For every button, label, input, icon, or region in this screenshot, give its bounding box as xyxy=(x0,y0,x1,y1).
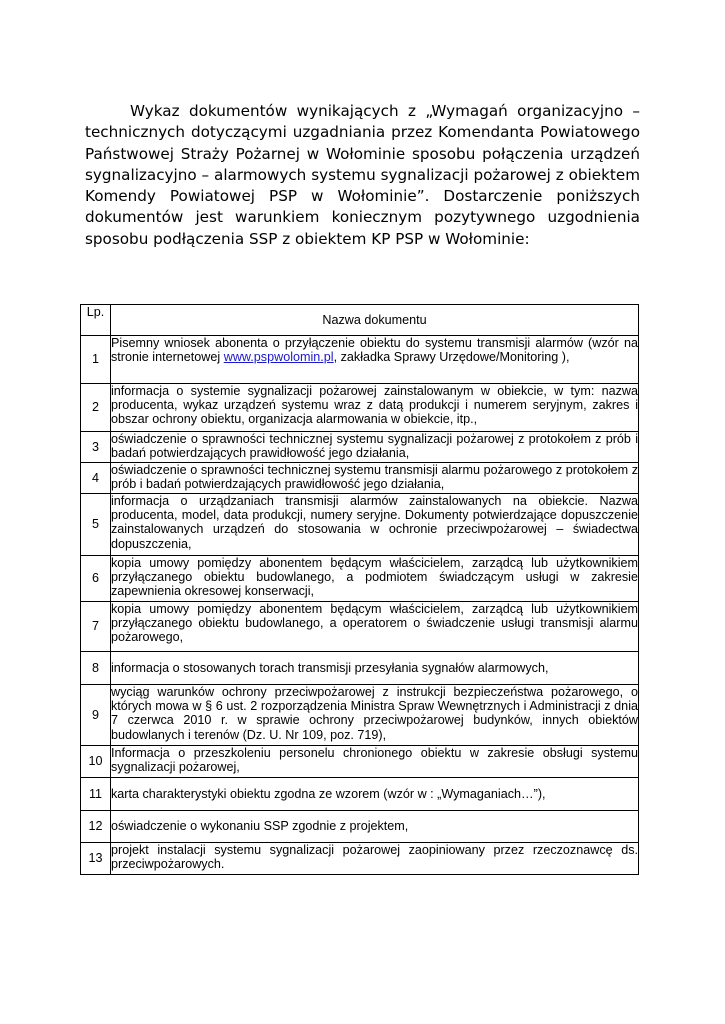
row-document-name: Informacja o przeszkoleniu personelu chronionego obiektu w zakresie obsługi systemu sygnalizacji pożarowej, xyxy=(111,746,639,778)
row-number: 13 xyxy=(81,843,111,875)
row-number: 5 xyxy=(81,494,111,556)
row-number: 1 xyxy=(81,336,111,384)
row-document-name: kopia umowy pomiędzy abonentem będącym właścicielem, zarządcą lub użytkownikiem przyłączanego obiektu budowlanego, a operatorem o świadczenie usługi transmisji alarmu pożarowego, xyxy=(111,602,639,652)
table-row xyxy=(81,463,639,494)
table-row xyxy=(81,746,639,778)
row-number: 9 xyxy=(81,685,111,746)
row-document-name: oświadczenie o sprawności technicznej systemu transmisji alarmu pożarowego z protokołem z prób i badań potwierdzających prawidłowość jego działania, xyxy=(111,463,639,494)
table-row xyxy=(81,384,639,432)
table-row xyxy=(81,778,639,811)
table-row xyxy=(81,652,639,685)
row-number: 12 xyxy=(81,811,111,843)
row-document-name: wyciąg warunków ochrony przeciwpożarowej z instrukcji bezpieczeństwa pożarowego, o których mowa w § 6 ust. 2 rozporządzenia Ministra Spraw Wewnętrznych i Administracji z dnia 7 czerwca 2010 r. w sprawie ochrony przeciwpożarowej budynków, innych obiektów budowlanych i terenów (Dz. U. Nr 109, poz. 719), xyxy=(111,685,639,746)
row-document-name: karta charakterystyki obiektu zgodna ze wzorem (wzór w : „Wymaganiach…”), xyxy=(111,778,639,811)
intro-paragraph: Wykaz dokumentów wynikających z „Wymagań organizacyjno – technicznych dotyczącymi uzgadniania przez Komendanta Powiatowego Państwowej Straży Pożarnej w Wołominie sposobu połączenia urządzeń sygnalizacyjno – alarmowych systemu sygnalizacji pożarowej z obiektem Komendy Powiatowej PSP w Wołominie”. Dostarczenie poniższych dokumentów jest warunkiem koniecznym pozytywnego uzgodnienia sposobu podłączenia SSP z obiektem KP PSP w Wołominie: xyxy=(85,102,640,248)
table-row xyxy=(81,602,639,652)
row-number: 11 xyxy=(81,778,111,811)
row-number: 3 xyxy=(81,432,111,463)
table-row xyxy=(81,432,639,463)
row-document-name: informacja o urządzaniach transmisji alarmów zainstalowanych na obiekcie. Nazwa producenta, model, data produkcji, numery seryjne. Dokumenty potwierdzające dopuszczenie zainstalowanych urządzeń do stosowania w ochronie przeciwpożarowej – świadectwa dopuszczenia, xyxy=(111,494,639,556)
row-text: Pisemny wniosek abonenta o przyłączenie obiektu do systemu transmisji alarmów (wzór na stronie internetowej xyxy=(111,336,638,365)
row-document-name xyxy=(111,336,639,384)
row-document-name: informacja o systemie sygnalizacji pożarowej zainstalowanym w obiekcie, w tym: nazwa producenta, wykaz urządzeń systemu wraz z datą produkcji i numerem seryjnym, zakres i obszar ochrony obiektu, organizacja alarmowania w obiekcie, itp., xyxy=(111,384,639,432)
row-document-name: informacja o stosowanych torach transmisji przesyłania sygnałów alarmowych, xyxy=(111,652,639,685)
row-text-continued: , zakładka Sprawy Urzędowe/Monitoring ), xyxy=(333,350,570,365)
website-link[interactable]: www.pspwolomin.pl xyxy=(223,350,334,365)
row-number: 2 xyxy=(81,384,111,432)
table-row xyxy=(81,556,639,602)
row-number: 8 xyxy=(81,652,111,685)
row-document-name: oświadczenie o wykonaniu SSP zgodnie z projektem, xyxy=(111,811,639,843)
table-row xyxy=(81,336,639,384)
table-row xyxy=(81,811,639,843)
row-document-name: oświadczenie o sprawności technicznej systemu sygnalizacji pożarowej z protokołem z prób i badań potwierdzających prawidłowość jego działania, xyxy=(111,432,639,463)
table-header-row xyxy=(81,305,639,336)
row-number: 10 xyxy=(81,746,111,778)
row-document-name: kopia umowy pomiędzy abonentem będącym właścicielem, zarządcą lub użytkownikiem przyłączanego obiektu budowlanego, a podmiotem świadczącym usługi w zakresie zapewnienia okresowej konserwacji, xyxy=(111,556,639,602)
table-row xyxy=(81,494,639,556)
header-document-name: Nazwa dokumentu xyxy=(111,305,639,336)
header-lp: Lp. xyxy=(81,305,111,336)
table-row xyxy=(81,843,639,875)
row-number: 6 xyxy=(81,556,111,602)
row-document-name: projekt instalacji systemu sygnalizacji pożarowej zaopiniowany przez rzeczoznawcę ds. przeciwpożarowych. xyxy=(111,843,639,875)
documents-table xyxy=(80,304,639,875)
row-number: 7 xyxy=(81,602,111,652)
row-number: 4 xyxy=(81,463,111,494)
table-row xyxy=(81,685,639,746)
